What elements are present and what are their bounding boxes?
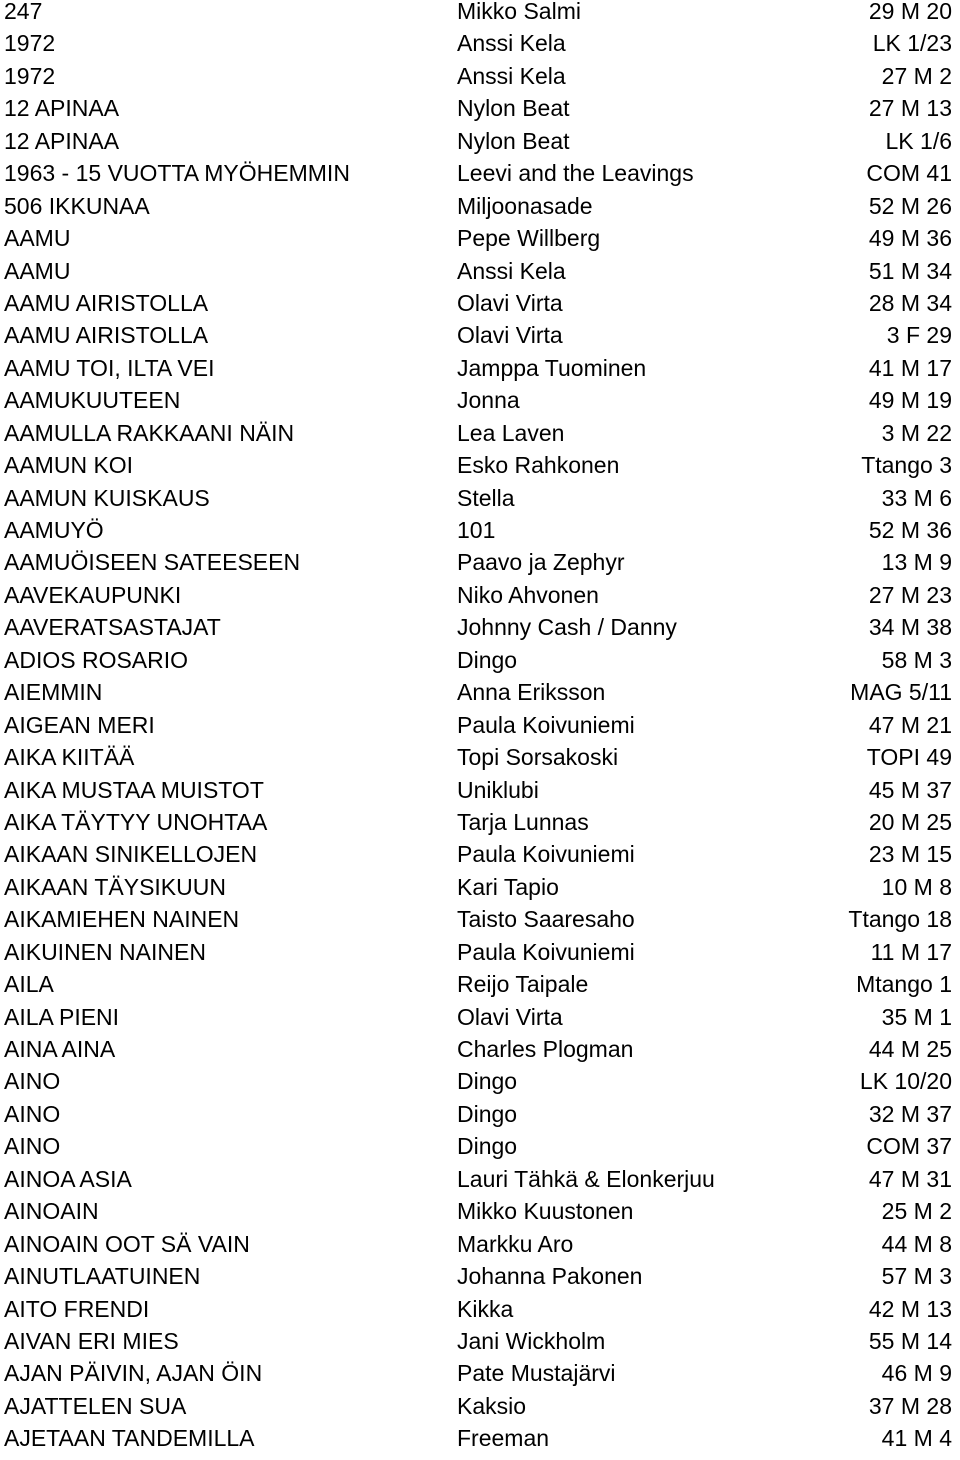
song-row — [0, 938, 960, 973]
song-title: ADIOS ROSARIO — [4, 646, 189, 673]
song-artist: Anssi Kela — [457, 257, 566, 284]
song-title: AAMUÖISEEN SATEESEEN — [4, 549, 301, 576]
song-title: AAMUN KUISKAUS — [4, 484, 210, 511]
song-code: MAG 5/11 — [850, 679, 952, 706]
song-row — [0, 581, 960, 616]
song-title: AINUTLAATUINEN — [4, 1263, 201, 1290]
song-row — [0, 843, 960, 875]
song-artist: Anssi Kela — [457, 62, 566, 89]
song-title: AINA AINA — [4, 1036, 116, 1062]
song-title: AINOA ASIA — [4, 1165, 132, 1192]
song-artist: Paavo ja Zephyr — [457, 549, 625, 576]
song-code: COM 37 — [866, 1133, 952, 1160]
song-artist: Mikko Kuustonen — [457, 1198, 634, 1225]
song-artist: Dingo — [457, 1100, 518, 1127]
song-code: LK 1/6 — [885, 127, 952, 154]
song-title: AINOAIN — [4, 1198, 99, 1225]
song-title: AAMU AIRISTOLLA — [4, 322, 209, 349]
song-artist: Jamppa Tuominen — [457, 354, 647, 381]
song-row — [0, 127, 960, 162]
song-title: AAVERATSASTAJAT — [4, 614, 221, 641]
song-code: 32 M 37 — [868, 1100, 952, 1127]
song-artist: Reijo Taipale — [457, 971, 589, 998]
song-row — [0, 908, 960, 940]
song-artist: Tarja Lunnas — [457, 808, 589, 835]
song-title: AIKUINEN NAINEN — [4, 938, 206, 965]
song-title: AAMUN KOI — [4, 452, 134, 479]
song-code: 41 M 17 — [868, 354, 952, 381]
song-code: 20 M 25 — [868, 808, 952, 835]
song-row — [0, 454, 960, 486]
song-artist: Olavi Virta — [457, 1003, 563, 1030]
song-title: AIKA TÄYTYY UNOHTAA — [4, 808, 268, 835]
song-code: COM 41 — [866, 160, 952, 187]
song-row — [0, 1265, 960, 1297]
song-title: AIKAAN TÄYSIKUUN — [4, 873, 226, 900]
song-code: Ttango 18 — [848, 906, 952, 933]
song-title: AINO — [4, 1068, 61, 1095]
song-code: 49 M 36 — [868, 225, 952, 252]
song-artist: Nylon Beat — [457, 95, 570, 122]
song-title: AILA — [4, 971, 54, 998]
song-row — [0, 162, 960, 194]
song-title: 506 IKKUNAA — [4, 192, 150, 219]
song-code: 28 M 34 — [868, 289, 952, 316]
song-row — [0, 519, 960, 551]
song-title: AIGEAN MERI — [4, 711, 155, 738]
song-row — [0, 1200, 960, 1232]
song-row — [0, 324, 960, 356]
song-row — [0, 1362, 960, 1394]
song-row — [0, 1165, 960, 1200]
song-code: 27 M 13 — [868, 95, 952, 122]
song-code: 49 M 19 — [868, 387, 952, 414]
song-code: 29 M 20 — [868, 0, 952, 24]
song-title: AAVEKAUPUNKI — [4, 581, 182, 608]
song-title: AIEMMIN — [4, 679, 103, 706]
song-title: AIKAMIEHEN NAINEN — [4, 906, 240, 933]
song-row — [0, 289, 960, 324]
song-code: 44 M 25 — [868, 1036, 952, 1062]
song-artist: Niko Ahvonen — [457, 581, 599, 608]
song-row — [0, 1003, 960, 1038]
song-title: AIVAN ERI MIES — [4, 1327, 179, 1354]
song-row — [0, 484, 960, 519]
song-artist: Paula Koivuniemi — [457, 711, 635, 738]
song-artist: Leevi and the Leavings — [457, 160, 694, 187]
song-title: AINOAIN OOT SÄ VAIN — [4, 1230, 250, 1257]
song-artist: Mikko Salmi — [457, 0, 581, 24]
song-title: AAMU AIRISTOLLA — [4, 289, 209, 316]
song-code: 52 M 26 — [868, 192, 952, 219]
song-row — [0, 419, 960, 454]
song-artist: Stella — [457, 484, 515, 511]
song-title: AITO FRENDI — [4, 1295, 150, 1322]
song-code: 51 M 34 — [868, 257, 952, 284]
song-row — [0, 808, 960, 843]
song-row — [0, 1070, 960, 1102]
song-code: 13 M 9 — [881, 549, 952, 576]
song-title: AJAN PÄIVIN, AJAN ÖIN — [4, 1360, 263, 1387]
song-artist: Freeman — [457, 1425, 550, 1452]
song-row — [0, 354, 960, 389]
song-artist: Lauri Tähkä & Elonkerjuu — [457, 1165, 715, 1192]
song-artist: Dingo — [457, 1068, 518, 1095]
song-title: AAMULLA RAKKAANI NÄIN — [4, 419, 295, 446]
song-artist: Dingo — [457, 1133, 518, 1160]
song-row — [0, 776, 960, 811]
song-code: 52 M 36 — [868, 517, 952, 543]
song-artist: Johnny Cash / Danny — [457, 614, 677, 641]
song-artist: Charles Plogman — [457, 1036, 634, 1062]
song-artist: Dingo — [457, 646, 518, 673]
song-title: AAMU — [4, 225, 71, 252]
song-row — [0, 389, 960, 421]
song-artist: Esko Rahkonen — [457, 452, 620, 479]
song-artist: Jani Wickholm — [457, 1327, 606, 1354]
song-title: 1963 - 15 VUOTTA MYÖHEMMIN — [4, 160, 350, 187]
song-code: LK 10/20 — [859, 1068, 952, 1095]
song-row — [0, 1135, 960, 1167]
song-artist: Taisto Saaresaho — [457, 906, 635, 933]
song-code: 35 M 1 — [881, 1003, 952, 1030]
song-title: 1972 — [4, 30, 56, 57]
song-artist: Johanna Pakonen — [457, 1263, 643, 1290]
song-code: 10 M 8 — [881, 873, 952, 900]
song-code: 42 M 13 — [868, 1295, 952, 1322]
song-row — [0, 227, 960, 259]
song-row — [0, 1295, 960, 1330]
song-row — [0, 0, 960, 32]
song-artist: Uniklubi — [457, 776, 539, 803]
song-artist: Olavi Virta — [457, 322, 563, 349]
song-title: 247 — [4, 0, 43, 24]
song-row — [0, 551, 960, 583]
song-row — [0, 873, 960, 908]
song-code: 23 M 15 — [868, 841, 952, 868]
song-artist: Topi Sorsakoski — [457, 744, 619, 771]
song-artist: Paula Koivuniemi — [457, 841, 635, 868]
song-title: AIKA KIITÄÄ — [4, 744, 135, 771]
song-code: 25 M 2 — [881, 1198, 952, 1225]
song-code: 45 M 37 — [868, 776, 952, 803]
song-code: Mtango 1 — [856, 971, 952, 998]
song-code: 41 M 4 — [881, 1425, 952, 1452]
song-code: 11 M 17 — [870, 938, 952, 965]
song-title: AJETAAN TANDEMILLA — [4, 1425, 255, 1452]
song-artist: Kikka — [457, 1295, 514, 1322]
song-code: Ttango 3 — [861, 452, 952, 479]
song-code: 37 M 28 — [868, 1392, 952, 1419]
song-title: AJATTELEN SUA — [4, 1392, 187, 1419]
song-code: 58 M 3 — [881, 646, 952, 673]
song-artist: Nylon Beat — [457, 127, 570, 154]
song-artist: Pepe Willberg — [457, 225, 601, 252]
song-artist: Jonna — [457, 387, 520, 414]
song-row — [0, 1327, 960, 1362]
song-row — [0, 711, 960, 746]
song-row — [0, 646, 960, 681]
song-title: 12 APINAA — [4, 95, 120, 122]
song-code: 33 M 6 — [881, 484, 952, 511]
song-code: 27 M 23 — [868, 581, 952, 608]
song-row — [0, 973, 960, 1005]
song-code: 55 M 14 — [868, 1327, 952, 1354]
song-artist: Anssi Kela — [457, 30, 566, 57]
song-title: AAMU TOI, ILTA VEI — [4, 354, 215, 381]
song-row — [0, 1392, 960, 1427]
song-title: AINO — [4, 1133, 61, 1160]
song-title: AAMUYÖ — [4, 517, 104, 543]
song-row — [0, 1427, 960, 1459]
song-row — [0, 1230, 960, 1265]
song-row — [0, 681, 960, 713]
song-artist: Kaksio — [457, 1392, 527, 1419]
song-code: 57 M 3 — [881, 1263, 952, 1290]
song-artist: Pate Mustajärvi — [457, 1360, 616, 1387]
song-code: TOPI 49 — [866, 744, 952, 771]
song-row — [0, 746, 960, 778]
song-row — [0, 32, 960, 64]
song-code: 27 M 2 — [881, 62, 952, 89]
song-artist: Anna Eriksson — [457, 679, 606, 706]
song-row — [0, 257, 960, 292]
song-artist: Lea Laven — [457, 419, 565, 446]
song-title: AAMU — [4, 257, 71, 284]
song-row — [0, 97, 960, 129]
song-title: AINO — [4, 1100, 61, 1127]
song-code: 47 M 31 — [868, 1165, 952, 1192]
song-title: AILA PIENI — [4, 1003, 120, 1030]
song-code: 46 M 9 — [881, 1360, 952, 1387]
song-artist: Markku Aro — [457, 1230, 574, 1257]
song-artist: Miljoonasade — [457, 192, 593, 219]
song-title: AAMUKUUTEEN — [4, 387, 181, 414]
song-artist: 101 — [457, 517, 496, 543]
song-row — [0, 192, 960, 227]
song-title: 12 APINAA — [4, 127, 120, 154]
song-code: 47 M 21 — [868, 711, 952, 738]
song-artist: Olavi Virta — [457, 289, 563, 316]
song-code: LK 1/23 — [872, 30, 952, 57]
song-row — [0, 62, 960, 97]
song-row — [0, 616, 960, 648]
song-row — [0, 1038, 960, 1070]
song-artist: Kari Tapio — [457, 873, 559, 900]
song-row — [0, 1100, 960, 1135]
song-code: 3 M 22 — [881, 419, 952, 446]
song-code: 3 F 29 — [886, 322, 952, 349]
song-code: 34 M 38 — [868, 614, 952, 641]
song-title: AIKA MUSTAA MUISTOT — [4, 776, 264, 803]
song-artist: Paula Koivuniemi — [457, 938, 635, 965]
song-title: 1972 — [4, 62, 56, 89]
song-code: 44 M 8 — [881, 1230, 952, 1257]
song-title: AIKAAN SINIKELLOJEN — [4, 841, 258, 868]
